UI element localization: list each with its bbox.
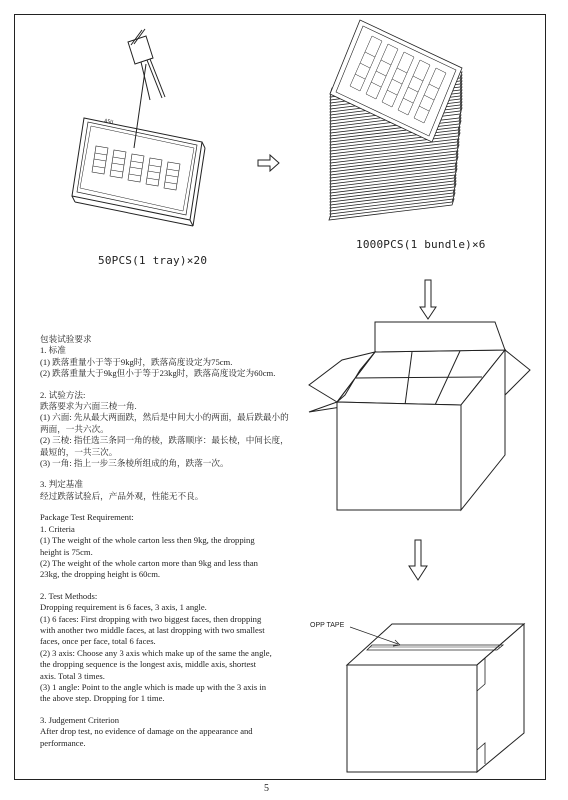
en-methods-line: axis. Total 3 times. (40, 670, 105, 681)
bundle-caption: 1000PCS(1 bundle)×6 (356, 238, 486, 251)
en-methods-line: faces, once per face, total 6 faces. (40, 636, 156, 647)
en-judgement-line: performance. (40, 737, 86, 748)
en-judgement-heading: 3. Judgement Criterion (40, 714, 120, 725)
page-number: 5 (264, 783, 269, 794)
zh-judgement-heading: 3. 判定基准 (40, 479, 83, 490)
zh-methods-heading: 2. 试验方法: (40, 389, 86, 400)
zh-methods-line: (1) 六面: 先从最大两面跌，然后是中间大小的两面，最后跌最小的 (40, 412, 289, 423)
en-methods-line: with another two middle faces, at last dropping with two smallest (40, 624, 265, 635)
zh-methods-line: 跌落要求为六面三棱一角. (40, 401, 137, 412)
en-methods-line: (1) 6 faces: First dropping with two biggest faces, then dropping (40, 613, 262, 624)
zh-methods-line: (3) 一角: 指上一步三条棱所组成的角，跌落一次。 (40, 458, 229, 469)
en-methods-heading: 2. Test Methods: (40, 590, 98, 601)
en-methods-line: the above step. Dropping for 1 time. (40, 693, 165, 704)
arrow-down-icon (409, 540, 427, 580)
en-criteria-line: (2) The weight of the whole carton more than 9kg and less than (40, 557, 258, 568)
zh-methods-line: (2) 三棱: 指任选三条同一角的棱，跌落顺序：最长棱，中间长度， (40, 435, 289, 446)
en-criteria-line: (1) The weight of the whole carton less then 9kg, the dropping (40, 535, 255, 546)
arrow-down-icon (420, 280, 436, 319)
tray-label: ASU (103, 118, 114, 126)
en-methods-line: (2) 3 axis: Choose any 3 axis which make up of the same the angle, (40, 647, 272, 658)
zh-title: 包装试验要求 (40, 334, 92, 344)
tray-illustration (72, 29, 205, 226)
en-methods-line: the dropping sequence is the longest axis, middle axis, shortest (40, 659, 256, 670)
en-methods-line: Dropping requirement is 6 faces, 3 axis, 1 angle. (40, 602, 207, 613)
en-criteria-line: height is 75cm. (40, 546, 93, 557)
en-criteria-line: 23kg, the dropping height is 60cm. (40, 569, 161, 580)
tray-caption: 50PCS(1 tray)×20 (98, 254, 208, 267)
zh-judgement-line: 经过跌落试验后，产品外观，性能无不良。 (40, 490, 204, 501)
zh-criteria-line: (2) 跌落重量大于9kg但小于等于23kg时，跌落高度设定为60cm. (40, 368, 276, 379)
en-criteria-heading: 1. Criteria (40, 523, 75, 534)
tray-stack-illustration (329, 20, 462, 220)
en-title: Package Test Requirement: (40, 512, 134, 523)
opp-tape-label: OPP TAPE (310, 622, 345, 629)
arrow-right-icon (258, 155, 279, 171)
zh-methods-line: 最短的，一共三次。 (40, 446, 118, 457)
zh-methods-line: 两面，一共六次。 (40, 423, 109, 434)
en-judgement-line: After drop test, no evidence of damage on the appearance and (40, 726, 253, 737)
test-requirements-text (40, 334, 290, 749)
open-carton-illustration (309, 322, 530, 510)
sealed-carton-illustration (347, 624, 524, 772)
zh-criteria-heading: 1. 标准 (40, 345, 66, 356)
en-methods-line: (3) 1 angle: Point to the angle which is made up with the 3 axis in (40, 681, 267, 692)
zh-criteria-line: (1) 跌落重量小于等于9kg时，跌落高度设定为75cm. (40, 356, 233, 367)
